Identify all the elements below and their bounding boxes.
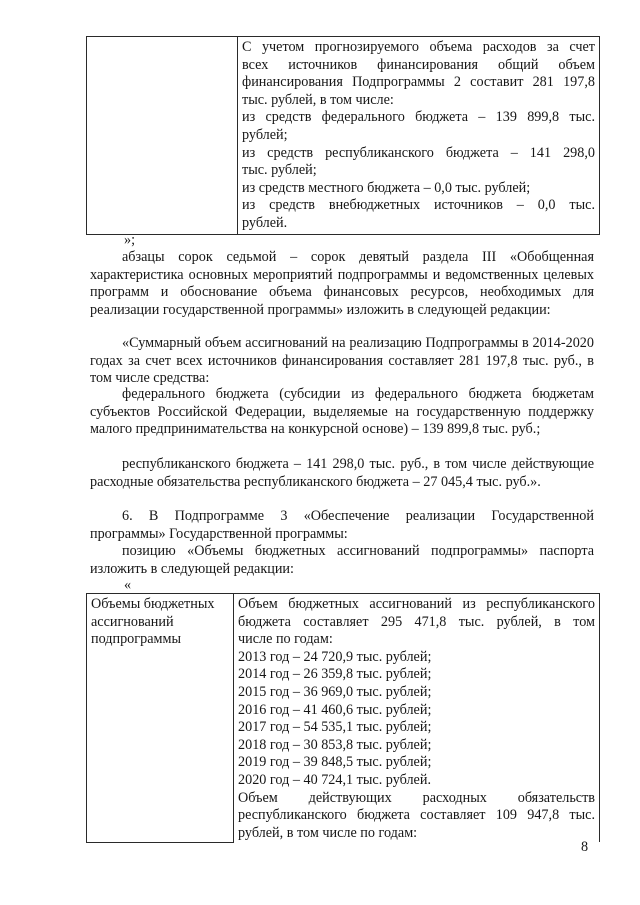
table-bottom — [86, 593, 600, 843]
paragraph-text: федерального бюджета (субсидии из федерального бюджета бюджетам субъектов Российской Федерации, выделяемые на государственную поддержку малого предпринимательства на конкурсной основе) – 139 899,8 тыс. руб.; — [90, 386, 594, 438]
t1-line: из средств республиканского бюджета – 141 298,0 — [242, 144, 595, 161]
t1-line: С учетом прогнозируемого объема расходов за счет — [242, 39, 595, 55]
t2-line: Объем действующих расходных обязательств — [238, 789, 595, 806]
t1-line: финансирования Подпрограммы 2 составит 281 197,8 — [242, 74, 595, 91]
table-top — [86, 36, 600, 235]
page-number: 8 — [581, 839, 589, 855]
t2-year-line: 2015 год – 36 969,0 тыс. рублей; — [238, 683, 432, 700]
paragraph-summarny — [90, 335, 594, 388]
t2-year-line: 2014 год – 26 359,8 тыс. рублей; — [238, 666, 432, 683]
t2-left-line: ассигнований — [91, 613, 174, 630]
t1-line: рублей; — [242, 126, 288, 143]
t2-left-line: подпрограммы — [91, 631, 181, 648]
t1-line: рублей. — [242, 214, 288, 231]
paragraph-text: абзацы сорок седьмой – сорок девятый раздела III «Обобщенная характеристика основных мероприятий подпрограммы и ведомственных целевых программ и обоснование объема финансовых ресурсов, необходимых для реализации государственной программы» изложить в следующей редакции: — [90, 249, 594, 318]
paragraph-text: 6. В Подпрограмме 3 «Обеспечение реализации Государственной программы» Государственной программы: — [90, 508, 594, 542]
t2-line: республиканского бюджета составляет 109 947,8 тыс. — [238, 807, 595, 824]
t1-line: всех источников финансирования общий объем — [242, 56, 595, 73]
paragraph-republic — [90, 456, 594, 491]
t2-left-line: Объемы бюджетных — [91, 596, 215, 612]
t2-line: бюджета составляет 295 471,8 тыс. рублей, в том — [238, 613, 595, 630]
t1-line: из средств внебюджетных источников – 0,0 тыс. — [242, 197, 595, 214]
t2-year-line: 2020 год – 40 724,1 тыс. рублей. — [238, 771, 431, 788]
t2-line: Объем бюджетных ассигнований из республиканского — [238, 596, 595, 612]
t2-year-line: 2016 год – 41 460,6 тыс. рублей; — [238, 701, 432, 718]
t2-year-line: 2018 год – 30 853,8 тыс. рублей; — [238, 736, 432, 753]
table-bottom-left-cell — [87, 594, 234, 843]
t1-line: из средств федерального бюджета – 139 899,8 тыс. — [242, 109, 595, 126]
paragraph-item-6 — [90, 508, 594, 543]
t2-line: числе по годам: — [238, 631, 333, 648]
paragraph-position — [90, 543, 594, 578]
closing-quote: »; — [124, 232, 136, 248]
paragraph-text: позицию «Объемы бюджетных ассигнований подпрограммы» паспорта изложить в следующей редакции: — [90, 543, 594, 577]
t2-year-line: 2017 год – 54 535,1 тыс. рублей; — [238, 719, 432, 736]
paragraph-text: республиканского бюджета – 141 298,0 тыс. руб., в том числе действующие расходные обязательства республиканского бюджета – 27 045,4 тыс. руб.». — [90, 456, 594, 490]
t1-line: тыс. рублей, в том числе: — [242, 91, 394, 108]
t1-line: из средств местного бюджета – 0,0 тыс. рублей; — [242, 179, 531, 196]
paragraph-abzatsy — [90, 249, 594, 319]
t1-line: тыс. рублей; — [242, 162, 317, 179]
paragraph-text: «Суммарный объем ассигнований на реализацию Подпрограммы в 2014-2020 годах за счет всех источников финансирования составляет 281 197,8 тыс. руб., в том числе средства: — [90, 335, 594, 387]
t2-line: рублей, в том числе по годам: — [238, 824, 418, 841]
t2-year-line: 2013 год – 24 720,9 тыс. рублей; — [238, 648, 432, 665]
table-top-right-cell — [238, 37, 600, 235]
table-top-left-cell — [87, 37, 238, 235]
table-bottom-right-cell — [234, 594, 600, 843]
opening-quote: « — [124, 577, 132, 593]
t2-year-line: 2019 год – 39 848,5 тыс. рублей; — [238, 754, 432, 771]
paragraph-federal — [90, 386, 594, 439]
